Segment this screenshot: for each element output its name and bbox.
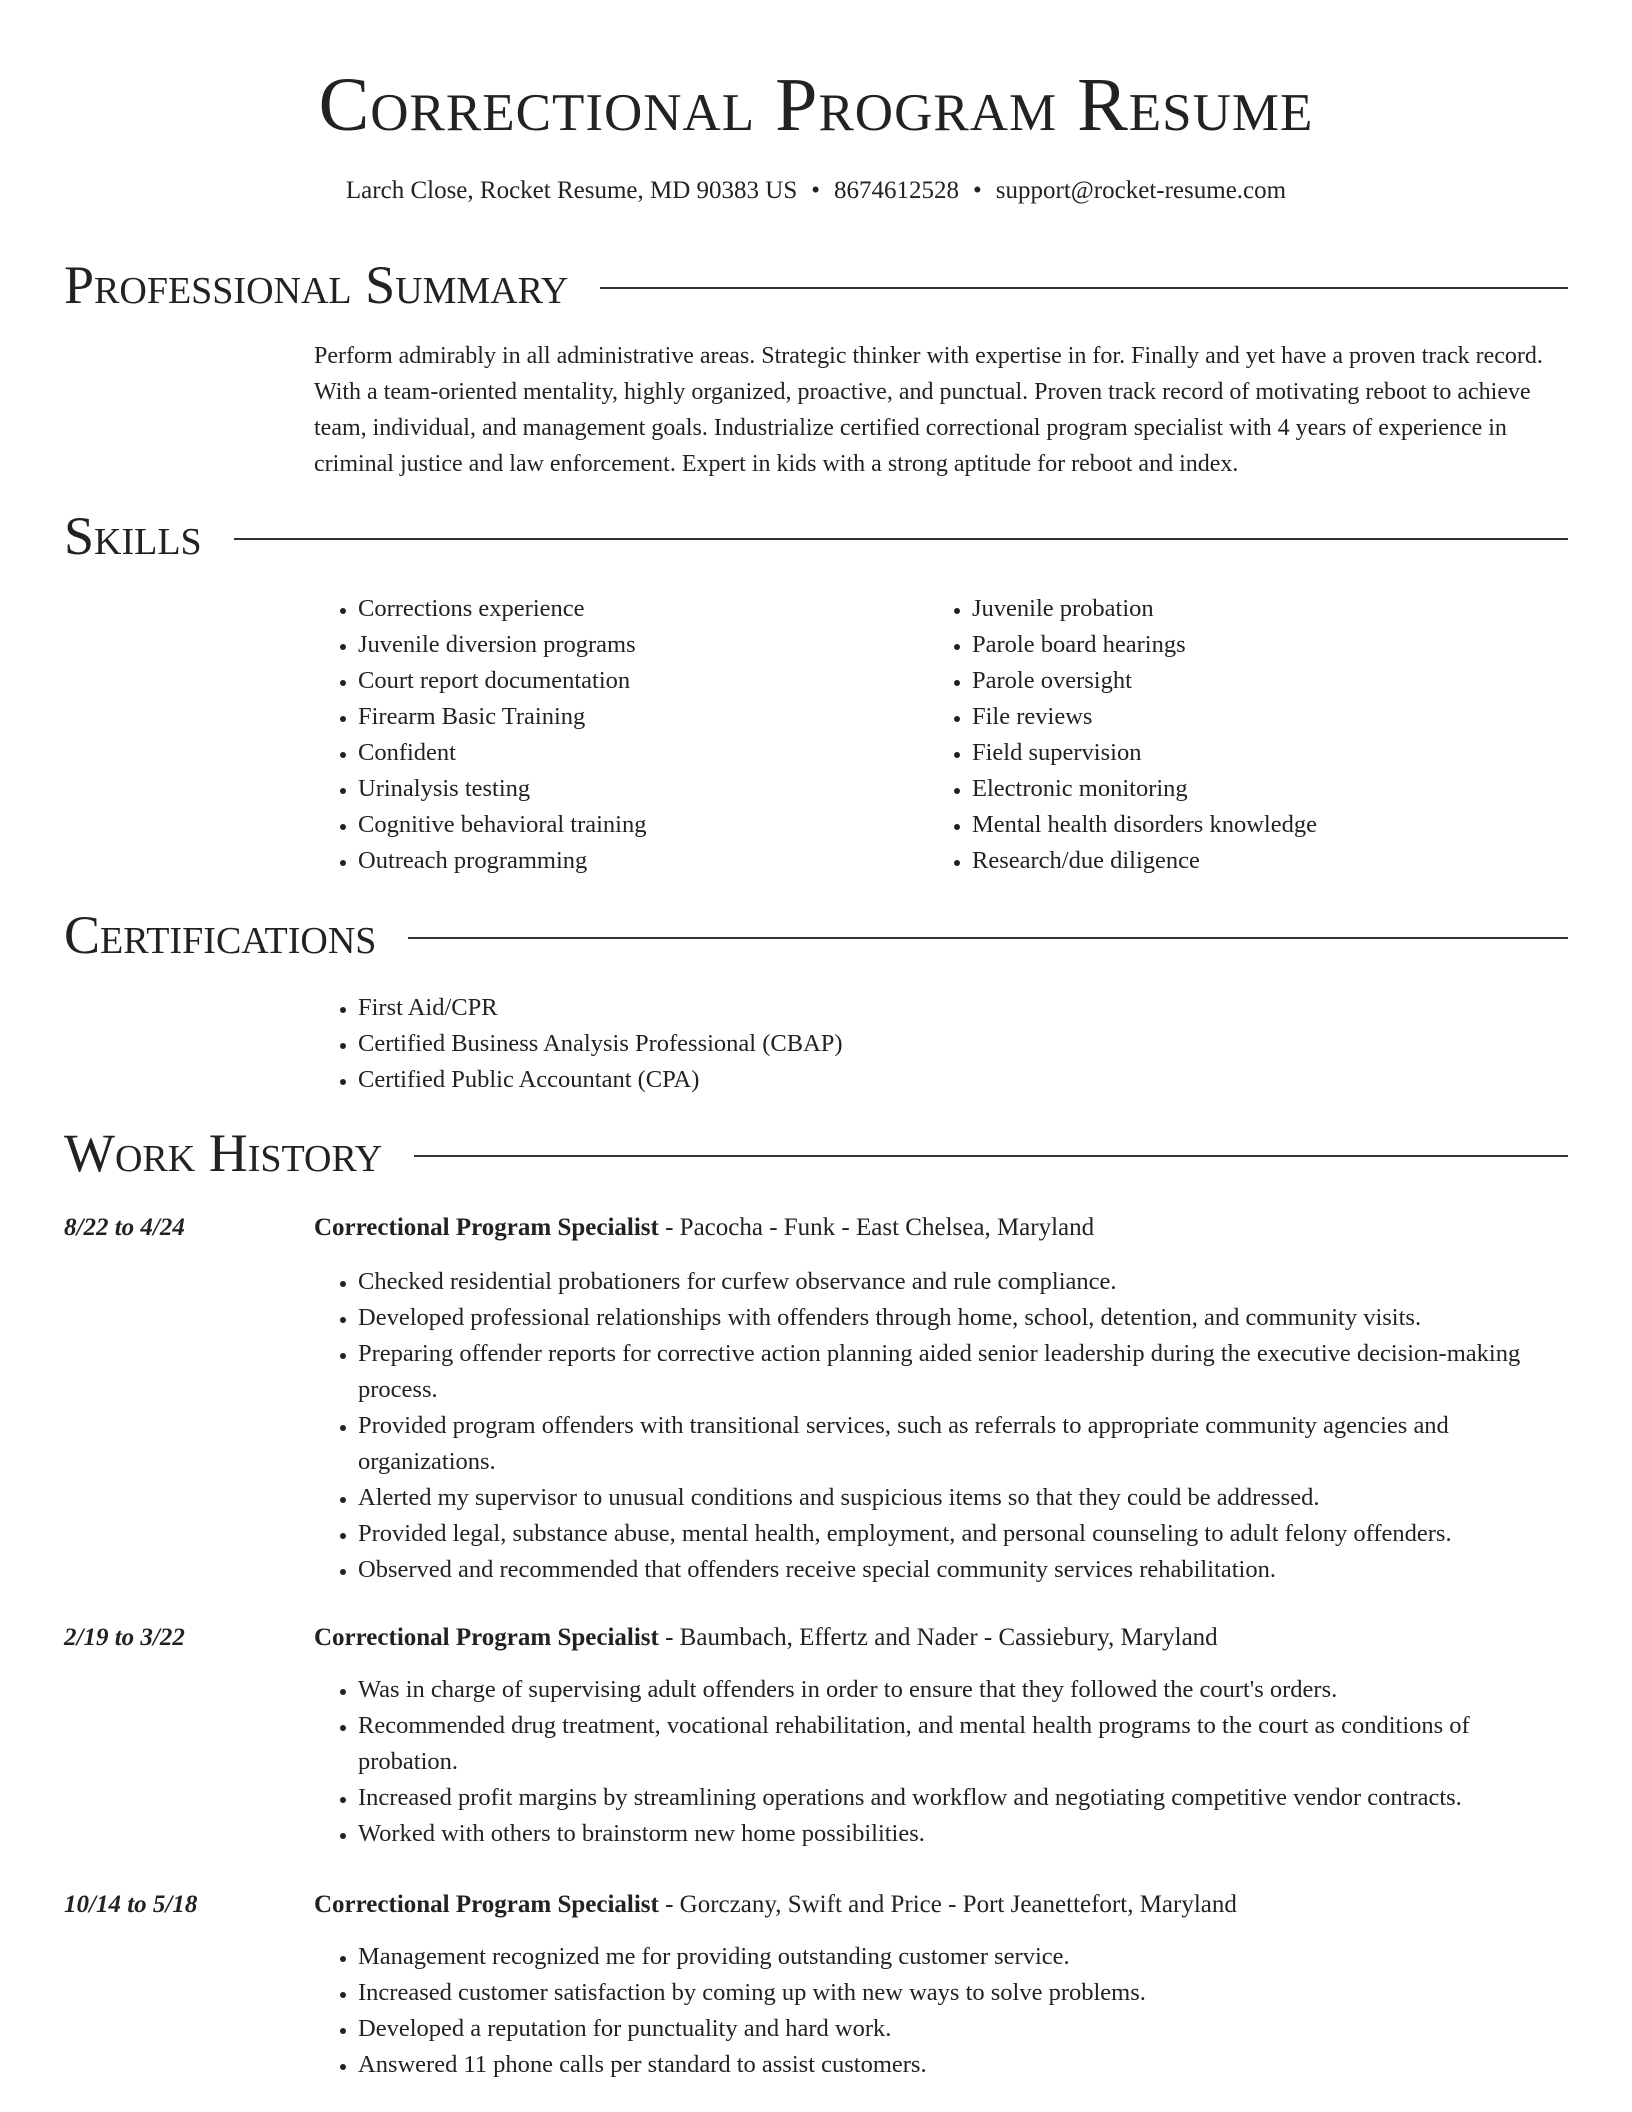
skill-item: • Field supervision	[972, 735, 1508, 771]
job-employer-location: - Pacocha - Funk - East Chelsea, Maryland	[658, 1214, 1095, 1241]
skill-item: • Court report documentation	[358, 663, 894, 699]
job-duty-item: • Checked residential probationers for curfew observance and rule compliance.	[358, 1264, 1564, 1300]
job-duty-item: • Provided legal, substance abuse, mental health, employment, and personal counseling to adult felony offenders.	[358, 1516, 1564, 1552]
certification-item: • First Aid/CPR	[358, 990, 1314, 1026]
skill-item: • Electronic monitoring	[972, 771, 1508, 807]
skill-item: • Juvenile probation	[972, 591, 1508, 627]
job-duty-item: • Developed a reputation for punctuality and hard work.	[358, 2011, 1564, 2047]
job-duty-item: • Recommended drug treatment, vocational rehabilitation, and mental health programs to the court as conditions of probation.	[358, 1708, 1564, 1780]
section-divider	[600, 287, 1568, 289]
job-header	[314, 1620, 1218, 1656]
skill-item: • Parole board hearings	[972, 627, 1508, 663]
section-divider	[234, 538, 1568, 540]
job-employer-location: - Gorczany, Swift and Price - Port Jeanettefort, Maryland	[658, 1891, 1237, 1918]
job-duties-list	[314, 1264, 1564, 1588]
job-title: Correctional Program Specialist	[314, 1624, 659, 1651]
skill-item: • Parole oversight	[972, 663, 1508, 699]
work-history-section-header	[64, 1122, 1568, 1184]
certifications-section-title: Certifications	[64, 905, 377, 965]
skills-section-header	[64, 505, 1568, 567]
job-employer-location: - Baumbach, Effertz and Nader - Cassiebury, Maryland	[658, 1624, 1218, 1651]
skill-item: • Firearm Basic Training	[358, 699, 894, 735]
job-header	[314, 1210, 1094, 1246]
certification-item: • Certified Business Analysis Professional (CBAP)	[358, 1026, 1314, 1062]
job-duties	[314, 1264, 1564, 1588]
job-duty-item: • Was in charge of supervising adult offenders in order to ensure that they followed the court's orders.	[358, 1672, 1564, 1708]
skill-item: • Corrections experience	[358, 591, 894, 627]
job-dates: 2/19 to 3/22	[64, 1624, 185, 1651]
job-duty-item: • Alerted my supervisor to unusual conditions and suspicious items so that they could be addressed.	[358, 1480, 1564, 1516]
job-duty-item: • Management recognized me for providing outstanding customer service.	[358, 1939, 1564, 1975]
job-title: Correctional Program Specialist	[314, 1891, 659, 1918]
skill-item: • Outreach programming	[358, 843, 894, 879]
job-duties-list	[314, 1939, 1564, 2083]
certifications-list	[314, 990, 1314, 1098]
skill-item: • File reviews	[972, 699, 1508, 735]
job-duty-item: • Increased customer satisfaction by coming up with new ways to solve problems.	[358, 1975, 1564, 2011]
skill-item: • Confident	[358, 735, 894, 771]
job-duties-list	[314, 1672, 1564, 1852]
job-header	[314, 1887, 1237, 1923]
job-duty-item: • Preparing offender reports for corrective action planning aided senior leadership during the executive decision-making process.	[358, 1336, 1564, 1408]
job-duties	[314, 1672, 1564, 1852]
job-title: Correctional Program Specialist	[314, 1214, 659, 1241]
contact-email: support@rocket-resume.com	[995, 177, 1287, 204]
skill-item: • Urinalysis testing	[358, 771, 894, 807]
summary-text: Perform admirably in all administrative areas. Strategic thinker with expertise in for. Finally and yet have a proven track record. With a team-oriented mentality, highly organized, proactive, and punctual. Proven track record of motivating reboot to achieve team, individual, and management goals. Industrialize certified correctional program specialist with 4 years of experience in criminal justice and law enforcement. Expert in kids with a strong aptitude for reboot and index.	[314, 343, 1543, 477]
section-divider	[408, 937, 1568, 939]
certification-item: • Certified Public Accountant (CPA)	[358, 1062, 1314, 1098]
skills-column-right	[928, 591, 1508, 879]
certifications-block	[314, 990, 1314, 1098]
job-duties	[314, 1939, 1564, 2083]
contact-address: Larch Close, Rocket Resume, MD 90383 US	[345, 177, 798, 204]
job-duty-item: • Answered 11 phone calls per standard to assist customers.	[358, 2047, 1564, 2083]
skill-item: • Mental health disorders knowledge	[972, 807, 1508, 843]
skills-list-left	[314, 591, 894, 879]
job-duty-item: • Observed and recommended that offenders receive special community services rehabilitation.	[358, 1552, 1564, 1588]
section-divider	[414, 1155, 1568, 1157]
skills-list-right	[928, 591, 1508, 879]
skill-item: • Cognitive behavioral training	[358, 807, 894, 843]
summary-section-title: Professional Summary	[64, 255, 569, 315]
certifications-section-header	[64, 904, 1568, 966]
job-duty-item: • Worked with others to brainstorm new home possibilities.	[358, 1816, 1564, 1852]
contact-line	[0, 175, 1632, 207]
work-history-section-title: Work History	[64, 1123, 383, 1183]
job-duty-item: • Increased profit margins by streamlining operations and workflow and negotiating competitive vendor contracts.	[358, 1780, 1564, 1816]
job-duty-item: • Developed professional relationships with offenders through home, school, detention, and community visits.	[358, 1300, 1564, 1336]
skill-item: • Juvenile diversion programs	[358, 627, 894, 663]
contact-separator: •	[811, 177, 821, 204]
contact-phone: 8674612528	[834, 177, 960, 204]
resume-title: Correctional Program Resume	[318, 63, 1314, 147]
job-dates: 10/14 to 5/18	[64, 1891, 198, 1918]
skill-item: • Research/due diligence	[972, 843, 1508, 879]
job-duty-item: • Provided program offenders with transitional services, such as referrals to appropriate community agencies and organizations.	[358, 1408, 1564, 1480]
contact-separator: •	[973, 177, 982, 204]
skills-section-title: Skills	[64, 506, 202, 566]
job-dates: 8/22 to 4/24	[64, 1214, 185, 1241]
skills-column-left	[314, 591, 894, 879]
summary-section-header	[64, 254, 1568, 316]
